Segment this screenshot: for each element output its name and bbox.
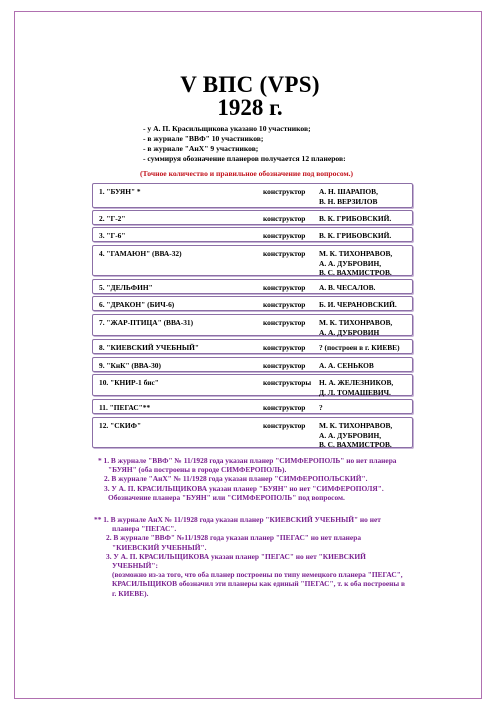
glider-name: 8. "КИЕВСКИЙ УЧЕБНЫЙ" — [99, 343, 200, 352]
glider-designers: В. К. ГРИБОВСКИЙ. — [319, 214, 392, 223]
glider-designers — [319, 378, 393, 397]
footnote-line: КРАСИЛЬЩИКОВ обозначил эти планеры как единый "ПЕГАС", т. к оба построены в — [112, 579, 406, 589]
glider-row-4 — [92, 245, 413, 276]
designer: А. А. ДУБРОВИН, — [319, 430, 382, 440]
page-title: V ВПС (VPS) — [180, 72, 320, 97]
glider-designers — [319, 421, 392, 450]
designer: М. К. ТИХОНРАВОВ, — [319, 421, 393, 430]
glider-name: 9. "КнК" (ВВА-30) — [99, 361, 161, 370]
glider-role: конструктор — [263, 231, 306, 240]
glider-designers: Б. И. ЧЕРАНОВСКИЙ. — [319, 300, 397, 309]
footnote-line: (возможно из-за того, что оба планер построены по типу немецкого планера "ПЕГАС", — [112, 570, 403, 580]
designer: А. А. ДУБРОВИН, — [319, 258, 382, 268]
footnote-line: 2. В журнале "АнХ" № 11/1928 года указан планер "СИМФЕРОПОЛЬСКИЙ". — [104, 474, 368, 484]
glider-name: 2. "Г-2" — [99, 214, 126, 223]
glider-role: конструктор — [263, 361, 306, 370]
designer: Н. А. ЖЕЛЕЗНИКОВ, — [319, 378, 394, 387]
glider-role: конструкторы — [263, 378, 312, 387]
glider-row-2 — [92, 210, 413, 225]
glider-designers — [319, 318, 392, 337]
glider-name: 4. "ГАМАЮН" (ВВА-32) — [99, 249, 182, 258]
glider-role: конструктор — [263, 421, 306, 430]
page-year: 1928 г. — [217, 95, 283, 120]
glider-row-7 — [92, 314, 413, 336]
footnote-line: 2. В журнале "ВВФ" №11/1928 года указан планер "ПЕГАС" но нет планера — [106, 533, 362, 543]
footnote-line: "БУЯН" (оба построены в городе СИМФЕРОПОЛЬ). — [108, 465, 287, 475]
designer: В. С. ВАХМИСТРОВ. — [319, 268, 392, 278]
glider-row-6 — [92, 296, 413, 311]
note-line: - в журнале "ВВФ" 10 участников; — [143, 134, 264, 143]
glider-name: 5. "ДЕЛЬФИН" — [99, 283, 153, 292]
uncertainty-note: (Точное количество и правильное обозначение под вопросом.) — [140, 169, 354, 178]
footnote-line: планера "ПЕГАС". — [112, 524, 177, 534]
glider-designers: В. К. ГРИБОВСКИЙ. — [319, 231, 392, 240]
glider-role: конструктор — [263, 343, 306, 352]
glider-row-10 — [92, 374, 413, 396]
glider-name: 12. "СКИФ" — [99, 421, 142, 430]
footnote-line: 3. У А. П. КРАСИЛЬЩИКОВА указан планер "ПЕГАС" но нет "КИЕВСКИЙ — [106, 551, 366, 561]
footnote-double-star — [94, 515, 405, 598]
glider-role: конструктор — [263, 214, 306, 223]
glider-name: 11. "ПЕГАС"** — [99, 403, 151, 412]
glider-role: конструктор — [263, 403, 306, 412]
glider-name: 10. "КНИР-1 бис" — [99, 378, 159, 387]
glider-row-8 — [92, 339, 413, 354]
footnote-line: "КИЕВСКИЙ УЧЕБНЫЙ". — [112, 542, 207, 552]
glider-name: 1. "БУЯН" * — [99, 187, 141, 196]
glider-designers: А. А. СЕНЬКОВ — [319, 361, 374, 370]
designer: В. С. ВАХМИСТРОВ. — [319, 440, 392, 450]
glider-designers — [319, 187, 378, 206]
designer: Д. Л. ТОМАШЕВИЧ. — [319, 387, 391, 397]
glider-role: конструктор — [263, 249, 306, 258]
designer: А. Н. ШАРАПОВ, — [319, 187, 378, 196]
footnote-line: ** 1. В журнале АнХ № 11/1928 года указан планер "КИЕВСКИЙ УЧЕБНЫЙ" но нет — [94, 515, 381, 524]
footnote-line: УЧЕБНЫЙ": — [112, 561, 158, 571]
glider-designers: ? — [319, 403, 323, 412]
footnote-line: * 1. В журнале "ВВФ" № 11/1928 года указан планер "СИМФЕРОПОЛЬ" но нет планера — [98, 456, 397, 465]
note-line: - у А. П. Красильщикова указано 10 участников; — [143, 124, 311, 133]
glider-role: конструктор — [263, 318, 306, 327]
designer: М. К. ТИХОНРАВОВ, — [319, 318, 393, 327]
glider-designers — [319, 249, 392, 278]
glider-designers: ? (построен в г. КИЕВЕ) — [319, 343, 400, 352]
note-line: - суммируя обозначение планеров получается 12 планеров: — [143, 154, 346, 163]
designer: М. К. ТИХОНРАВОВ, — [319, 249, 393, 258]
glider-row-3 — [92, 227, 413, 242]
glider-row-12 — [92, 417, 413, 448]
summary-notes — [143, 124, 346, 164]
footnote-line: 3. У А. П. КРАСИЛЬЩИКОВА указан планер "БУЯН" но нет "СИМФЕРОПОЛЯ". — [104, 483, 384, 493]
glider-name: 7. "ЖАР-ПТИЦА" (ВВА-31) — [99, 318, 194, 327]
designer: В. Н. ВЕРЗИЛОВ — [319, 196, 378, 206]
glider-row-9 — [92, 357, 413, 372]
footnote-line: Обозначение планера "БУЯН" или "СИМФЕРОПОЛЬ" под вопросом. — [108, 492, 345, 502]
glider-name: 6. "ДРАКОН" (БИЧ-6) — [99, 300, 175, 309]
glider-row-11 — [92, 399, 413, 414]
glider-designers: А. В. ЧЕСАЛОВ. — [319, 283, 376, 292]
glider-role: конструктор — [263, 300, 306, 309]
footnote-line: г. КИЕВЕ). — [112, 588, 149, 598]
footnote-single-star — [98, 456, 397, 502]
glider-name: 3. "Г-6" — [99, 231, 126, 240]
glider-role: конструктор — [263, 283, 306, 292]
note-line: - в журнале "АнХ" 9 участников; — [143, 144, 259, 153]
designer: А. А. ДУБРОВИН — [319, 327, 380, 337]
glider-row-5 — [92, 279, 413, 294]
glider-role: конструктор — [263, 187, 306, 196]
glider-row-1 — [92, 183, 413, 208]
